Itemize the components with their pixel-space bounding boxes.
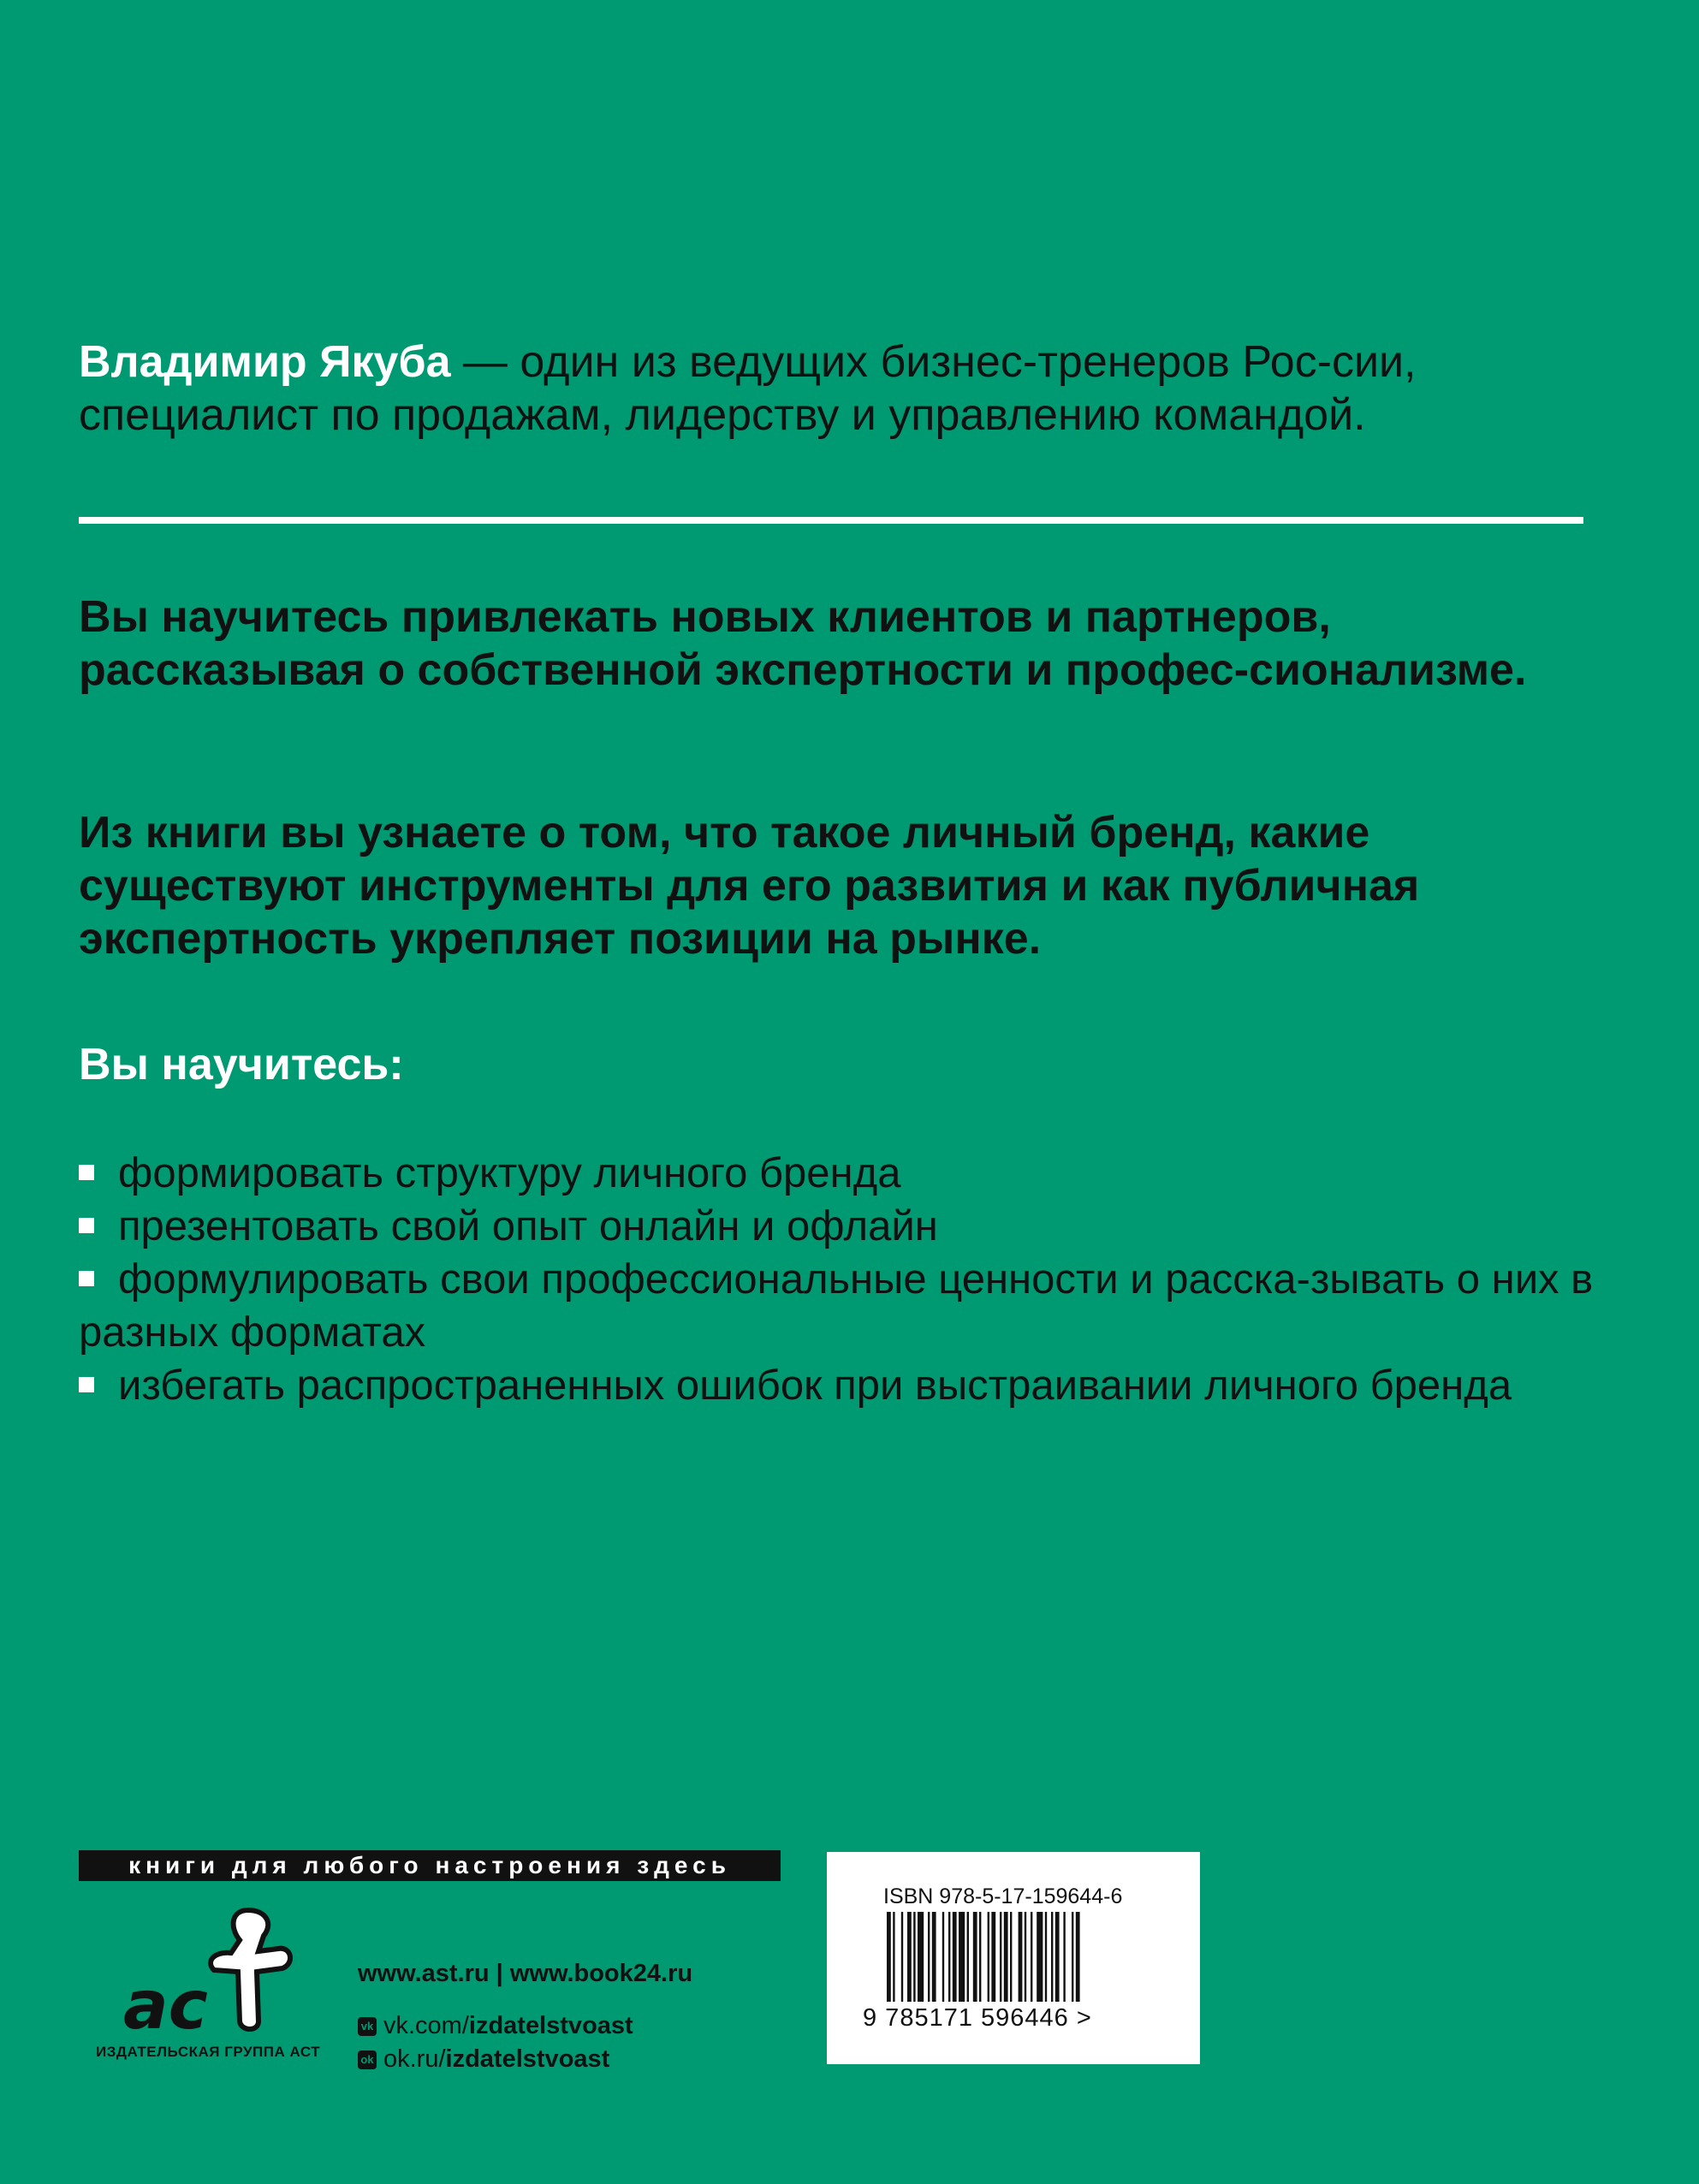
author-description: — один из ведущих бизнес-тренеров Рос-сии, специалист по продажам, лидерству и управлению командой. <box>79 337 1417 440</box>
list-item: презентовать свой опыт онлайн и офлайн <box>79 1200 1602 1253</box>
learn-list <box>79 1147 1602 1412</box>
isbn-label: ISBN 978-5-17-159644-6 <box>883 1884 1123 1908</box>
ok-link[interactable]: ok ok.ru/izdatelstvoast <box>358 2045 692 2074</box>
bullet-square-icon <box>79 1271 94 1286</box>
author-bio <box>79 335 1585 442</box>
list-item: формировать структуру личного бренда <box>79 1147 1602 1200</box>
ok-icon: ok <box>358 2050 377 2069</box>
vk-icon: vk <box>358 2017 377 2036</box>
tagline-bar: книги для любого настроения здесь <box>79 1850 781 1881</box>
bullet-square-icon <box>79 1377 94 1392</box>
lead-paragraph-1: Вы научитесь привлекать новых клиентов и партнеров, рассказывая о собственной экспертности и профес-сионализме. <box>79 592 1527 695</box>
ast-logo-icon <box>120 1902 308 2039</box>
bullet-square-icon <box>79 1165 94 1180</box>
list-item: формулировать свои профессиональные ценности и расска-зывать о них в разных форматах <box>79 1256 1594 1356</box>
lead-paragraph-2: Из книги вы узнаете о том, что такое личный бренд, какие существуют инструменты для его развития и как публичная экспертность укрепляет позиции на рынке. <box>79 808 1420 964</box>
divider <box>79 517 1583 524</box>
logo-caption: ИЗДАТЕЛЬСКАЯ ГРУППА АСТ <box>96 2044 321 2060</box>
author-name: Владимир Якуба <box>79 337 451 387</box>
barcode-icon <box>887 1912 1144 2006</box>
barcode-digits: 9 785171 596446 > <box>863 2004 1092 2032</box>
barcode-box <box>827 1852 1200 2064</box>
website-links[interactable]: www.ast.ru | www.book24.ru <box>358 1960 693 1987</box>
bullet-square-icon <box>79 1218 94 1233</box>
svg-text:ac: ac <box>123 1967 208 2039</box>
learn-heading: Вы научитесь: <box>79 1040 404 1089</box>
vk-link[interactable]: vk vk.com/izdatelstvoast <box>358 2012 692 2040</box>
list-item: избегать распространенных ошибок при выстраивании личного бренда <box>79 1359 1602 1412</box>
footer-links <box>358 1960 692 2074</box>
